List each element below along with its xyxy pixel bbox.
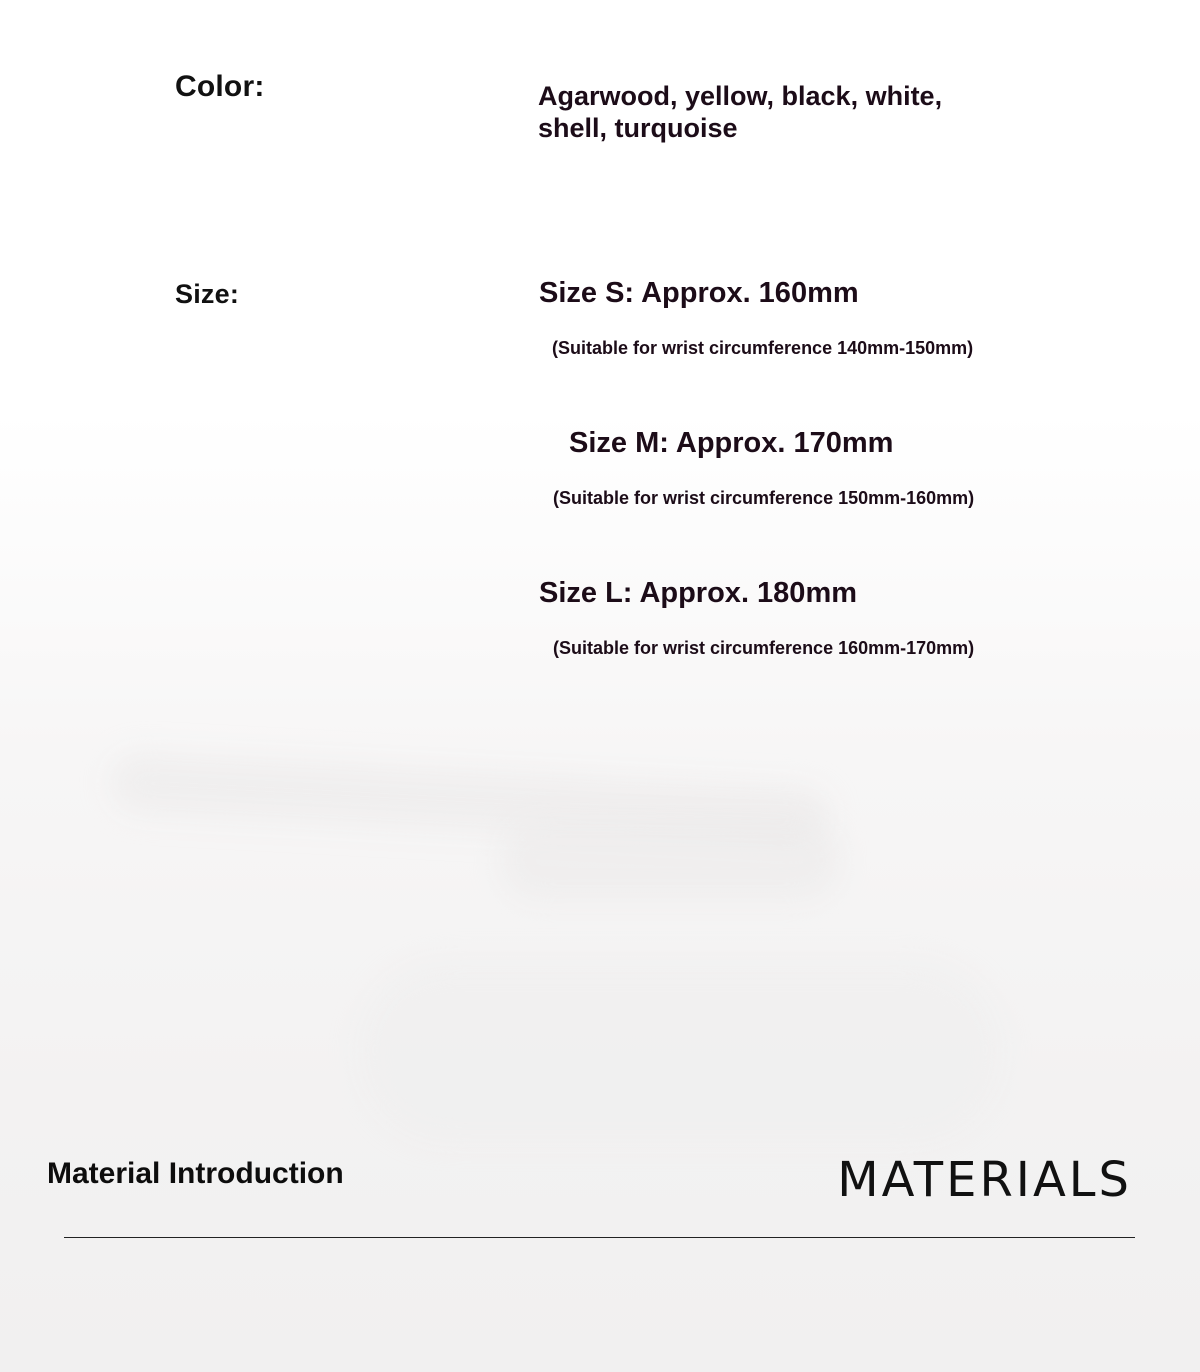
color-value: Agarwood, yellow, black, white, shell, turquoise <box>538 81 943 143</box>
material-introduction-heading: Material Introduction <box>47 1157 344 1190</box>
size-m-note: (Suitable for wrist circumference 150mm-160mm) <box>553 488 975 508</box>
section-divider <box>64 1237 1135 1238</box>
background-shape <box>360 960 1000 1140</box>
size-l-option: Size L: Approx. 180mm <box>539 577 858 609</box>
size-l-note: (Suitable for wrist circumference 160mm-170mm) <box>553 638 975 658</box>
color-label: Color: <box>175 70 265 103</box>
size-s-option: Size S: Approx. 160mm <box>539 277 859 309</box>
size-s-note: (Suitable for wrist circumference 140mm-150mm) <box>552 338 974 358</box>
materials-heading-en: MATERIALS <box>837 1152 1132 1208</box>
size-m-option: Size M: Approx. 170mm <box>569 427 894 459</box>
size-label: Size: <box>175 279 240 309</box>
background-shape <box>500 820 840 900</box>
